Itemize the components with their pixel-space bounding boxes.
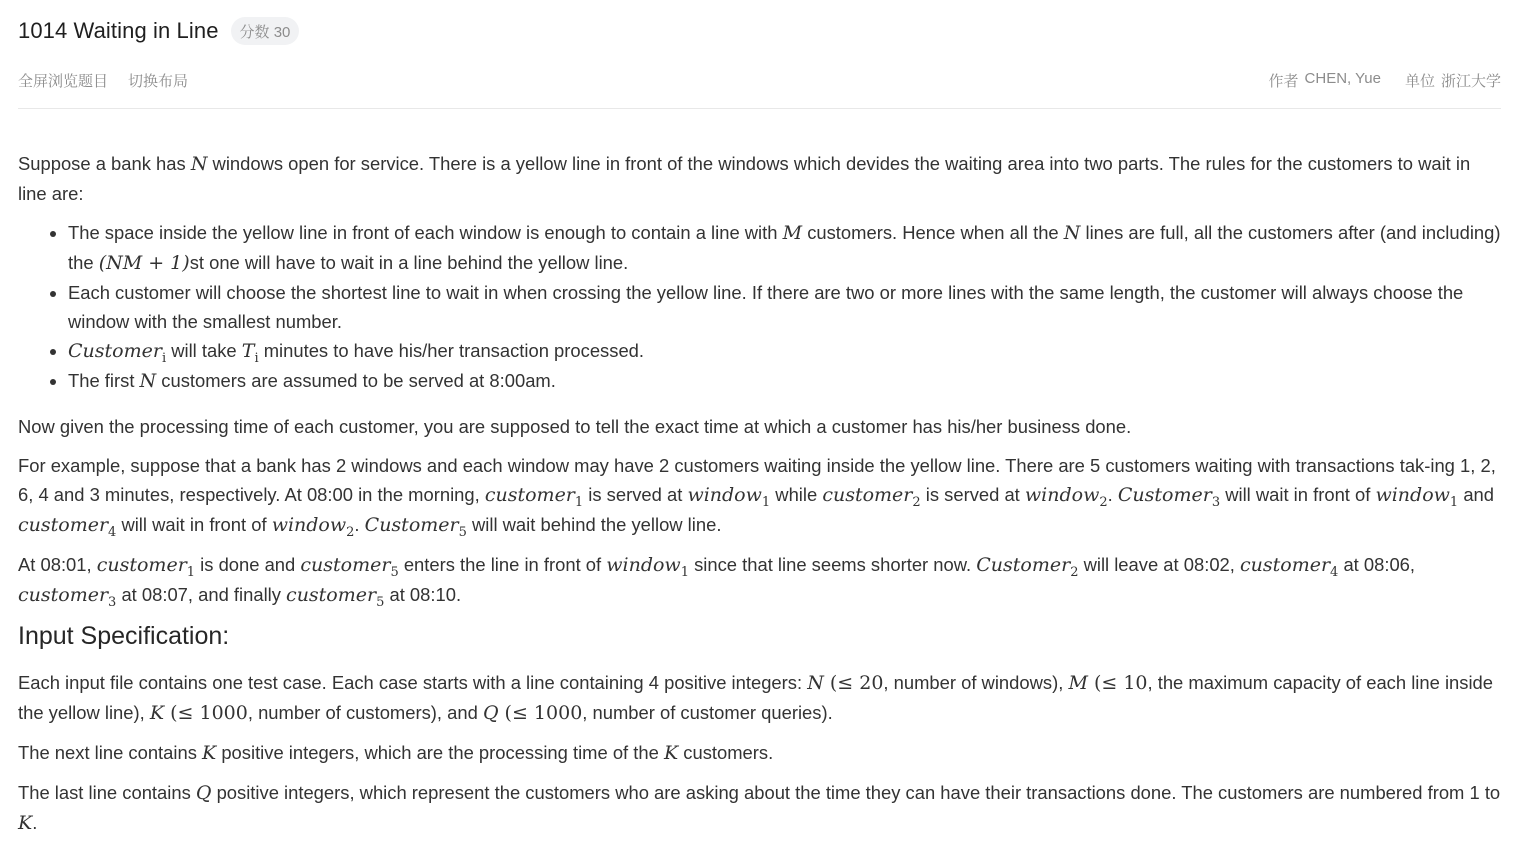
math-var	[68, 340, 167, 366]
text: For example, suppose that a bank has 2 windows and each window may have 2 customers waiting inside the yellow line. There are 5 customers waiting with transactions tak-ing 1, 2, 6, 4 and 3 minutes, respectively. At 08:00 in the morning,	[18, 455, 1496, 505]
math-text: window	[606, 554, 681, 576]
math-text: customer	[96, 554, 187, 576]
math-var	[18, 584, 117, 610]
math-text: customer	[300, 554, 391, 576]
math-text: Customer	[976, 554, 1071, 576]
list-item	[68, 336, 1501, 366]
math-text: customer	[18, 584, 109, 606]
input-paragraph-2	[18, 738, 1501, 768]
text: is done and	[195, 554, 301, 575]
text: Each customer will choose the shortest line to wait in when crossing the yellow line. If there are two or more lines with the same length, the customer will always choose the window with the smallest number.	[68, 282, 1464, 332]
math-text: Customer	[68, 340, 162, 362]
math-sub: 1	[1449, 494, 1459, 510]
fullscreen-link[interactable]: 全屏浏览题目	[18, 72, 109, 90]
math-sub: 5	[376, 594, 385, 610]
math-text: customer	[286, 584, 377, 606]
switch-layout-link[interactable]: 切换布局	[128, 72, 189, 90]
meta-info	[1245, 70, 1501, 91]
text: Each input file contains one test case. Each case starts with a line containing 4 positive integers:	[18, 672, 808, 693]
math-var: M	[782, 222, 803, 244]
math-text: customer	[484, 484, 575, 506]
text: customers.	[678, 742, 774, 763]
text: .	[354, 514, 365, 535]
math-var	[1240, 554, 1339, 580]
intro-paragraph	[18, 149, 1501, 208]
math-sub: 4	[108, 524, 117, 540]
math-sub: i	[254, 350, 259, 366]
problem-description	[18, 109, 1501, 838]
text: st one will have to wait in a line behind the yellow line.	[189, 252, 629, 273]
timeline-paragraph	[18, 550, 1501, 610]
author-key: 作者	[1268, 72, 1299, 90]
math-sub: 2	[1070, 564, 1079, 580]
math-expression: (≤ 1000	[164, 702, 248, 724]
math-expression: (NM + 1)	[98, 252, 190, 274]
math-var: Q	[195, 782, 212, 804]
unit-value: 浙江大学	[1440, 72, 1501, 90]
text: The first	[68, 370, 140, 391]
math-var: K	[663, 742, 679, 764]
text: will wait in front of	[1220, 484, 1376, 505]
input-paragraph-1	[18, 668, 1501, 728]
math-var	[1117, 484, 1221, 510]
math-var: K	[18, 812, 33, 834]
math-sub: i	[161, 350, 167, 366]
text: while	[770, 484, 823, 505]
author-info	[1269, 70, 1381, 91]
text: customers are assumed to be served at 8:00am.	[156, 370, 556, 391]
title-row	[18, 0, 1501, 62]
math-var: K	[149, 702, 165, 724]
math-text: window	[271, 514, 347, 536]
input-paragraph-3	[18, 778, 1501, 838]
math-var	[687, 484, 771, 510]
text: windows open for service. There is a yellow line in front of the windows which devides the waiting area into two parts. The rules for the customers to wait in line are:	[18, 153, 1471, 204]
math-text: customer	[822, 484, 913, 506]
math-text: customer	[1240, 554, 1331, 576]
math-expression: (≤ 1000	[498, 702, 583, 724]
math-text: T	[241, 340, 255, 362]
text: , the maximum capacity of each line inside the yellow line),	[18, 672, 1493, 723]
math-sub: 1	[680, 564, 689, 580]
text: is served at	[583, 484, 688, 505]
text: .	[32, 812, 38, 833]
math-sub: 3	[108, 594, 117, 610]
meta-actions	[18, 70, 208, 91]
text: will wait behind the yellow line.	[466, 514, 722, 535]
math-sub: 4	[1330, 564, 1339, 580]
math-var	[976, 554, 1079, 580]
math-var	[241, 340, 259, 366]
text: Suppose a bank has	[18, 153, 191, 174]
math-expression: (≤ 10	[1087, 672, 1148, 694]
text: At 08:01,	[18, 554, 97, 575]
text: at 08:07, and finally	[116, 584, 287, 605]
task-paragraph: Now given the processing time of each customer, you are supposed to tell the exact time at which a customer has his/her business done.	[18, 416, 1132, 437]
text: The space inside the yellow line in front of each window is enough to contain a line with	[68, 222, 783, 243]
text: will take	[166, 340, 242, 361]
math-sub: 5	[458, 524, 467, 540]
math-text: Customer	[364, 514, 459, 536]
math-var: N	[139, 370, 157, 392]
text: is served at	[920, 484, 1025, 505]
math-text: Customer	[1117, 484, 1212, 506]
unit-info	[1405, 70, 1501, 91]
math-sub: 2	[346, 524, 355, 540]
math-var	[484, 484, 584, 510]
score-badge: 分数 30	[231, 17, 300, 45]
math-text: window	[687, 484, 762, 506]
text: since that line seems shorter now.	[688, 554, 977, 575]
text: lines are full, all the customers after (and including) the	[68, 222, 1501, 273]
math-text: window	[1375, 484, 1450, 506]
text: will leave at 08:02,	[1078, 554, 1240, 575]
math-var: N	[190, 153, 208, 175]
text: enters the line in front of	[398, 554, 607, 575]
math-var	[1375, 484, 1459, 510]
math-var: N	[807, 672, 824, 694]
rules-list	[18, 218, 1501, 396]
math-sub: 1	[186, 564, 196, 580]
math-var: K	[202, 742, 217, 764]
text: at 08:10.	[384, 584, 462, 605]
unit-key: 单位	[1404, 72, 1435, 90]
math-var	[606, 554, 689, 580]
math-var: M	[1068, 672, 1088, 694]
problem-title: 1014 Waiting in Line	[18, 18, 219, 43]
text: positive integers, which represent the customers who are asking about the time they can have their transactions done. The customers are numbered from 1 to	[211, 782, 1501, 803]
math-var: N	[1063, 222, 1081, 244]
list-item	[68, 218, 1501, 278]
text: .	[1107, 484, 1118, 505]
math-sub: 3	[1211, 494, 1221, 510]
text: customers. Hence when all the	[802, 222, 1064, 243]
meta-toolbar	[18, 62, 1501, 109]
text: , number of customers), and	[247, 702, 483, 723]
math-sub: 1	[761, 494, 771, 510]
math-var	[1024, 484, 1108, 510]
math-var	[364, 514, 467, 540]
math-text: window	[1024, 484, 1100, 506]
math-var	[96, 554, 196, 580]
text: minutes to have his/her transaction processed.	[258, 340, 645, 361]
list-item	[68, 278, 1501, 336]
math-sub: 2	[1099, 494, 1108, 510]
input-spec-heading: Input Specification:	[18, 622, 230, 650]
math-text: customer	[18, 514, 109, 536]
text: , number of windows),	[883, 672, 1069, 693]
text: and	[1458, 484, 1494, 505]
text: will wait in front of	[116, 514, 272, 535]
text: The next line contains	[18, 742, 203, 763]
text: The last line contains	[18, 782, 196, 803]
math-sub: 2	[912, 494, 921, 510]
text: at 08:06,	[1338, 554, 1416, 575]
list-item	[68, 366, 1501, 396]
text: , number of customer queries).	[582, 702, 833, 723]
math-var	[822, 484, 921, 510]
math-var	[286, 584, 385, 610]
math-sub: 5	[390, 564, 399, 580]
math-var	[271, 514, 355, 540]
math-var: Q	[482, 702, 499, 724]
math-expression: (≤ 20	[823, 672, 884, 694]
text: positive integers, which are the processing time of the	[216, 742, 664, 763]
math-var	[18, 514, 117, 540]
math-sub: 1	[574, 494, 584, 510]
author-value: CHEN, Yue	[1304, 69, 1381, 87]
math-var	[300, 554, 399, 580]
example-paragraph	[18, 451, 1501, 540]
